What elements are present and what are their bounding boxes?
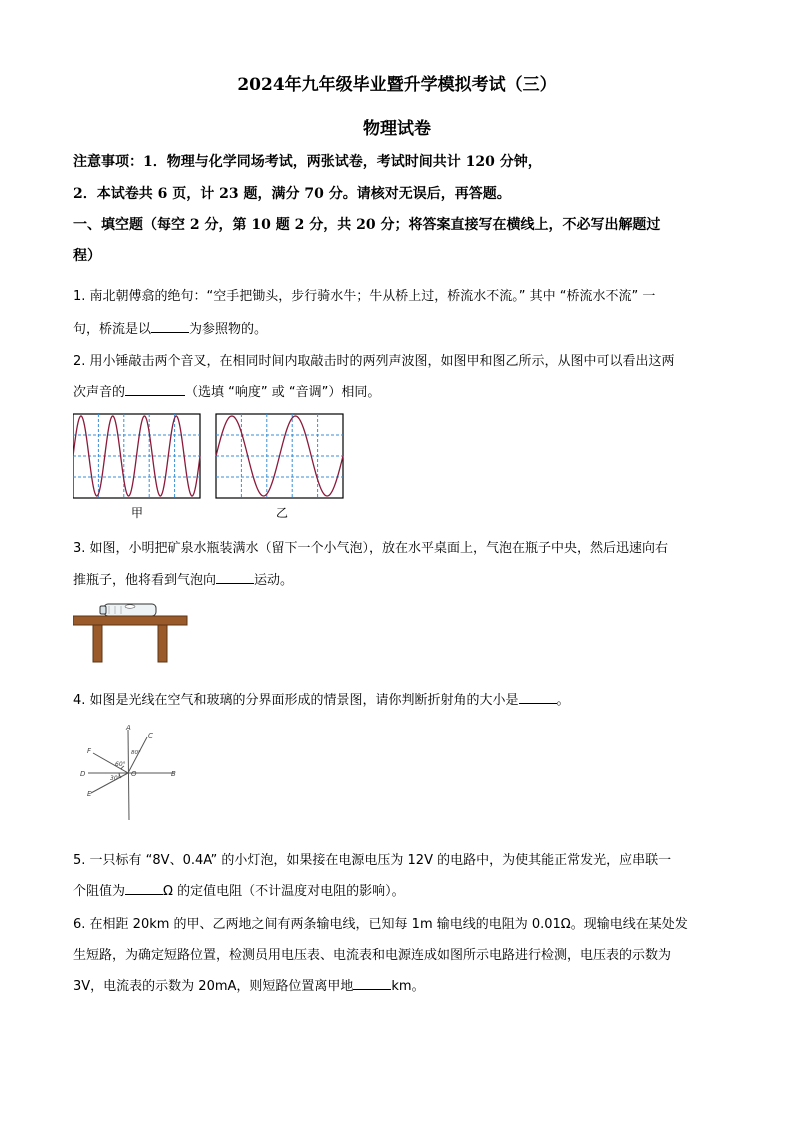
angle-60-label: 60° [115,761,126,768]
section-heading: 一、填空题（每空 2 分，第 10 题 2 分，共 20 分；将答案直接写在横线上，不必写出解题过 [73,217,661,233]
question-6-line-1: 6. 在相距 20km 的甲、乙两地之间有两条输电线，已知每 1m 输电线的电阻为 0.01Ω。现输电线在某处发 [73,917,688,932]
water-bottle [100,604,156,616]
question-3-line-1: 3. 如图，小明把矿泉水瓶装满水（留下一个小气泡），放在水平桌面上，气泡在瓶子中央，然后迅速向右 [73,541,669,556]
question-2-text-post: （选填 “响度” 或 “音调”）相同。 [185,385,381,400]
wave-label-jia: 甲 [131,506,144,520]
bottle-on-table-figure [73,600,189,666]
sound-wave-figure [73,411,345,523]
point-c-label: C [148,732,153,740]
wave-label-yi: 乙 [276,506,289,520]
answer-blank-5[interactable] [125,882,163,895]
question-6-line-2: 生短路，为确定短路位置，检测员用电压表、电流表和电源连成如图所示电路进行检测，电压表的示数为 [73,948,672,963]
page-title: 2024年九年级毕业暨升学模拟考试（三） [237,75,557,95]
question-1-line-1: 1. 南北朝傅翕的绝句：“空手把锄头，步行骑水牛；牛从桥上过，桥流水不流。” 其中 “桥流水不流” 一 [73,289,656,304]
section-heading-cont: 程） [73,248,101,264]
answer-blank-1[interactable] [151,320,189,333]
angle-30-label: 30° [110,775,121,782]
refraction-diagram [75,724,185,824]
question-2-text-pre: 次声音的 [73,385,126,400]
question-2-line-1: 2. 用小锤敲击两个音叉，在相同时间内取敲击时的两列声波图，如图甲和图乙所示，从图中可以看出这两 [73,354,675,369]
question-1-text-post: 为参照物的。 [189,322,268,337]
question-5-line-2 [73,880,405,899]
answer-blank-4[interactable] [519,691,557,704]
question-4-text-pre: 4. 如图是光线在空气和玻璃的分界面形成的情景图，请你判断折射角的大小是 [73,693,519,708]
point-e-label: E [87,790,92,798]
question-1-text-pre: 句，桥流是以 [73,322,152,337]
question-2-line-2 [73,381,380,400]
table [73,616,187,662]
answer-blank-6[interactable] [353,977,391,990]
question-3-text-pre: 推瓶子，他将看到气泡向 [73,573,217,588]
question-5-text-post: Ω 的定值电阻（不计温度对电阻的影响）。 [163,884,405,899]
question-6-text-post: km。 [391,979,425,994]
wave-panel-yi [216,414,343,498]
answer-blank-2[interactable] [125,383,185,396]
question-5-line-1: 5. 一只标有 “8V、0.4A” 的小灯泡，如果接在电源电压为 12V 的电路中，为使其能正常发光，应串联一 [73,853,672,868]
question-3-text-post: 运动。 [254,573,294,588]
page-subtitle: 物理试卷 [363,119,431,139]
answer-blank-3[interactable] [216,571,254,584]
air-bubble [125,605,135,609]
question-6-line-3 [73,975,425,994]
notes-line-1: 注意事项：1．物理与化学同场考试，两张试卷，考试时间共计 120 分钟， [73,154,542,170]
notes-line-2: 2．本试卷共 6 页，计 23 题，满分 70 分。请核对无误后，再答题。 [73,186,511,202]
angle-80-label: 80° [131,750,141,756]
question-1-line-2 [73,318,267,337]
question-4-line [73,689,570,708]
question-4-text-post: 。 [556,693,570,708]
question-3-line-2 [73,569,293,588]
point-a-label: A [126,724,131,732]
question-5-text-pre: 个阻值为 [73,884,126,899]
point-o-label: O [131,770,137,778]
point-b-label: B [171,770,176,778]
point-d-label: D [80,770,86,778]
point-f-label: F [87,747,92,755]
wave-panel-jia [73,414,200,498]
question-6-text-pre: 3V，电流表的示数为 20mA，则短路位置离甲地 [73,979,354,994]
